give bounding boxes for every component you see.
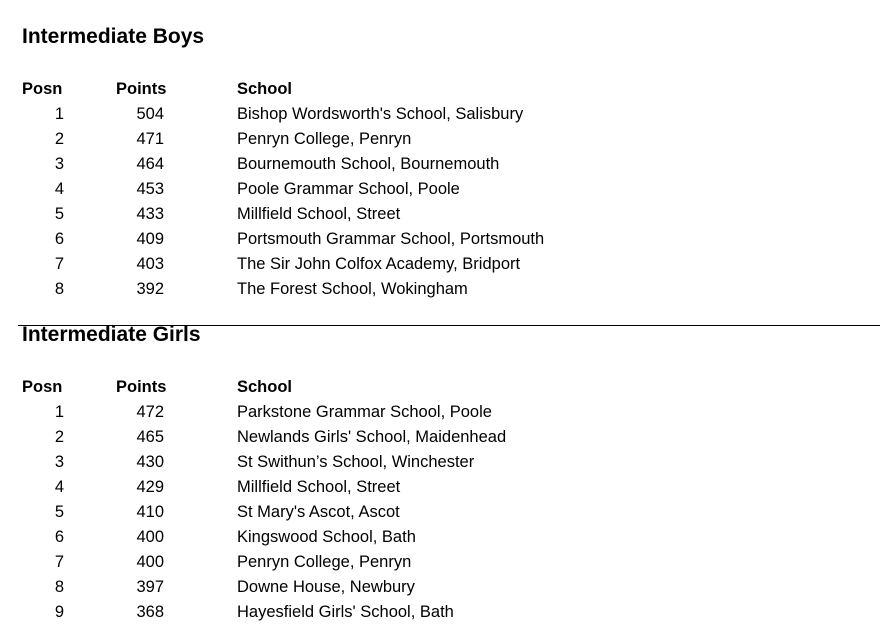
posn-cell: 5	[54, 205, 64, 223]
posn-cell: 6	[54, 230, 64, 248]
posn-cell: 3	[54, 155, 64, 173]
table-row	[0, 202, 880, 227]
school-cell: Penryn College, Penryn	[237, 130, 412, 148]
points-cell: 430	[136, 453, 164, 471]
points-cell: 400	[136, 528, 164, 546]
school-cell: Poole Grammar School, Poole	[237, 180, 460, 198]
points-cell: 403	[136, 255, 164, 273]
table-row	[0, 227, 880, 252]
points-cell: 429	[136, 478, 164, 496]
table-row	[0, 475, 880, 500]
school-header: School	[237, 378, 293, 396]
school-cell: Bournemouth School, Bournemouth	[237, 155, 500, 173]
points-cell: 400	[136, 553, 164, 571]
points-cell: 409	[136, 230, 164, 248]
school-cell: Hayesfield Girls' School, Bath	[237, 603, 454, 621]
table-row	[0, 450, 880, 475]
posn-cell: 4	[54, 180, 64, 198]
school-cell: Portsmouth Grammar School, Portsmouth	[237, 230, 545, 248]
school-cell: Millfield School, Street	[237, 205, 401, 223]
posn-cell: 6	[54, 528, 64, 546]
points-header: Points	[116, 378, 167, 396]
table-row	[0, 177, 880, 202]
school-header: School	[237, 80, 293, 98]
posn-header: Posn	[22, 80, 63, 98]
school-cell: St Mary's Ascot, Ascot	[237, 503, 400, 521]
table-row	[0, 425, 880, 450]
school-cell: Bishop Wordsworth's School, Salisbury	[237, 105, 524, 123]
points-cell: 397	[136, 578, 164, 596]
points-cell: 504	[136, 105, 164, 123]
posn-cell: 7	[54, 553, 64, 571]
results-table	[0, 375, 880, 625]
points-cell: 464	[136, 155, 164, 173]
section-title: Intermediate Girls	[22, 323, 201, 346]
posn-cell: 8	[54, 280, 64, 298]
posn-cell: 2	[54, 428, 64, 446]
school-cell: Millfield School, Street	[237, 478, 401, 496]
posn-cell: 8	[54, 578, 64, 596]
table-row	[0, 525, 880, 550]
section-title: Intermediate Boys	[22, 25, 205, 48]
posn-cell: 4	[54, 478, 64, 496]
table-row	[0, 600, 880, 625]
points-cell: 368	[136, 603, 164, 621]
table-header-row	[0, 375, 880, 400]
table-row	[0, 127, 880, 152]
posn-cell: 9	[54, 603, 64, 621]
school-cell: Kingswood School, Bath	[237, 528, 416, 546]
table-header-row	[0, 77, 880, 102]
school-cell: Penryn College, Penryn	[237, 553, 412, 571]
points-cell: 433	[136, 205, 164, 223]
school-cell: Downe House, Newbury	[237, 578, 415, 596]
points-cell: 410	[136, 503, 164, 521]
points-cell: 472	[136, 403, 164, 421]
table-row	[0, 575, 880, 600]
table-row	[0, 550, 880, 575]
posn-cell: 2	[54, 130, 64, 148]
school-cell: Parkstone Grammar School, Poole	[237, 403, 492, 421]
table-row	[0, 500, 880, 525]
posn-cell: 1	[54, 105, 64, 123]
points-cell: 465	[136, 428, 164, 446]
results-table	[0, 77, 880, 302]
table-row	[0, 252, 880, 277]
school-cell: Newlands Girls' School, Maidenhead	[237, 428, 507, 446]
posn-header: Posn	[22, 378, 63, 396]
points-cell: 392	[136, 280, 164, 298]
table-row	[0, 277, 880, 302]
points-header: Points	[116, 80, 167, 98]
posn-cell: 7	[54, 255, 64, 273]
points-cell: 453	[136, 180, 164, 198]
table-row	[0, 152, 880, 177]
table-row	[0, 102, 880, 127]
posn-cell: 3	[54, 453, 64, 471]
table-row	[0, 400, 880, 425]
posn-cell: 5	[54, 503, 64, 521]
points-cell: 471	[136, 130, 164, 148]
school-cell: St Swithun’s School, Winchester	[237, 453, 475, 471]
school-cell: The Forest School, Wokingham	[237, 280, 468, 298]
posn-cell: 1	[54, 403, 64, 421]
school-cell: The Sir John Colfox Academy, Bridport	[237, 255, 521, 273]
